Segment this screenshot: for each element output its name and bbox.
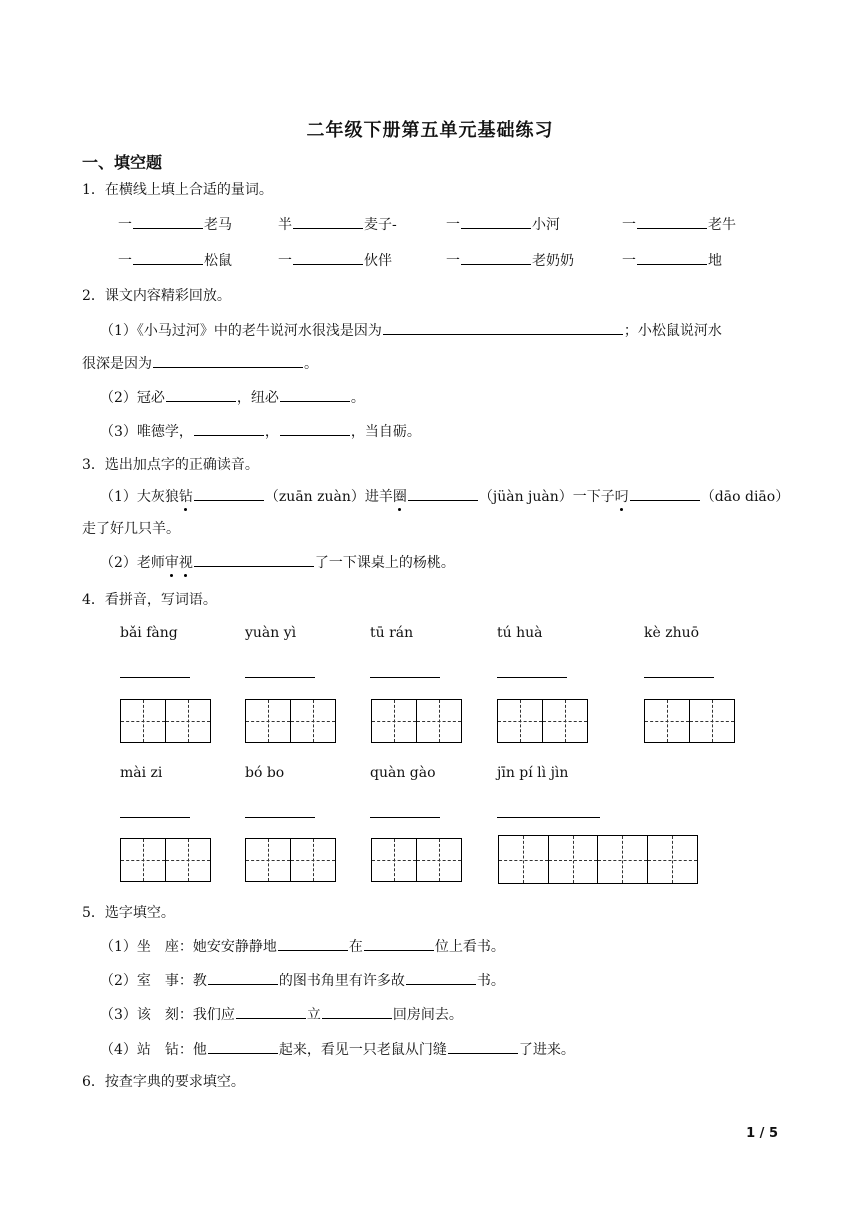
q5-prompt: 5．选字填空。 [82, 905, 175, 921]
answer-blank[interactable] [208, 970, 278, 985]
q1-row1-item1: 一 老马 [118, 214, 232, 235]
answer-blank[interactable] [461, 250, 531, 265]
answer-blank[interactable] [133, 214, 203, 229]
pinyin-label: tū rán [370, 625, 414, 641]
q1-row2-item1: 一 松鼠 [118, 250, 232, 271]
dotted-char: 审 [164, 555, 179, 571]
q3-sub1-line2: 走了好几只羊。 [82, 521, 180, 537]
answer-blank[interactable] [406, 970, 476, 985]
page-number: 1 / 5 [746, 1126, 778, 1141]
q1-row2-item3: 一 老奶奶 [446, 250, 574, 271]
writing-grid[interactable] [245, 838, 336, 882]
pinyin-underline [497, 677, 567, 678]
q5-item4: （4）站 钻：他 起来，看见一只老鼠从门缝 了进来。 [100, 1039, 575, 1060]
writing-grid[interactable] [120, 699, 211, 743]
answer-blank[interactable] [153, 353, 303, 368]
answer-blank[interactable] [194, 486, 264, 501]
answer-blank[interactable] [461, 214, 531, 229]
answer-blank[interactable] [637, 214, 707, 229]
answer-blank[interactable] [322, 1004, 392, 1019]
q3-sub2: （2）老师审视 了一下课桌上的杨桃。 [100, 552, 455, 573]
q5-item2: （2）室 事：教 的图书角里有许多故 书。 [100, 970, 505, 991]
writing-grid[interactable] [371, 838, 462, 882]
pinyin-underline [497, 817, 600, 818]
answer-blank[interactable] [630, 486, 700, 501]
q1-row2-item4: 一 地 [622, 250, 722, 271]
answer-blank[interactable] [408, 486, 478, 501]
dotted-char: 视 [178, 555, 193, 571]
answer-blank[interactable] [448, 1039, 518, 1054]
pinyin-underline [370, 677, 440, 678]
q1-prompt: 1．在横线上填上合适的量词。 [82, 182, 273, 198]
writing-grid[interactable] [498, 835, 698, 884]
pinyin-label: jīn pí lì jìn [497, 765, 569, 781]
q2-prompt: 2．课文内容精彩回放。 [82, 288, 231, 304]
answer-blank[interactable] [208, 1039, 278, 1054]
pinyin-label: quàn gào [370, 765, 436, 781]
q6-prompt: 6．按查字典的要求填空。 [82, 1074, 245, 1090]
q2-sub3: （3）唯德学， ， ，当自砺。 [100, 421, 421, 442]
writing-grid[interactable] [644, 699, 735, 743]
answer-blank[interactable] [194, 421, 264, 436]
writing-grid[interactable] [497, 699, 588, 743]
pinyin-underline [245, 817, 315, 818]
pinyin-label: kè zhuō [644, 625, 700, 641]
q2-sub1-line1: （1）《小马过河》中的老牛说河水很浅是因为 ；小松鼠说河水 [100, 320, 722, 341]
answer-blank[interactable] [637, 250, 707, 265]
pinyin-underline [370, 817, 440, 818]
answer-blank[interactable] [236, 1004, 306, 1019]
answer-blank[interactable] [280, 421, 350, 436]
pinyin-label: bó bo [245, 765, 285, 781]
q4-prompt: 4．看拼音，写词语。 [82, 592, 217, 608]
q2-sub1-line2: 很深是因为 。 [82, 353, 318, 374]
pinyin-label: tú huà [497, 625, 543, 641]
section-heading: 一、填空题 [82, 153, 163, 172]
answer-blank[interactable] [293, 214, 363, 229]
pinyin-label: yuàn yì [245, 625, 297, 641]
answer-blank[interactable] [278, 936, 348, 951]
pinyin-underline [245, 677, 315, 678]
answer-blank[interactable] [293, 250, 363, 265]
dotted-char: 圈 [392, 489, 407, 505]
pinyin-underline [120, 677, 190, 678]
pinyin-underline [644, 677, 714, 678]
q1-row1-item3: 一 小河 [446, 214, 560, 235]
pinyin-label: mài zi [120, 765, 163, 781]
answer-blank[interactable] [194, 552, 314, 567]
pinyin-label: bǎi fàng [120, 625, 178, 641]
answer-blank[interactable] [166, 387, 236, 402]
q1-row1-item2: 半 麦子- [278, 214, 397, 235]
q1-row1-item4: 一 老牛 [622, 214, 736, 235]
q3-sub1-line1: （1）大灰狼钻 （zuān zuàn）进羊圈 （jüàn juàn）一下子叼 （dāo diāo） [100, 486, 789, 507]
dotted-char: 叼 [614, 489, 629, 505]
answer-blank[interactable] [364, 936, 434, 951]
q3-prompt: 3．选出加点字的正确读音。 [82, 457, 259, 473]
pinyin-underline [120, 817, 190, 818]
q2-sub2: （2）冠必 ，纽必 。 [100, 387, 365, 408]
answer-blank[interactable] [133, 250, 203, 265]
answer-blank[interactable] [383, 320, 623, 335]
q5-item1: （1）坐 座：她安安静静地 在 位上看书。 [100, 936, 505, 957]
writing-grid[interactable] [245, 699, 336, 743]
q5-item3: （3）该 刻：我们应 立 回房间去。 [100, 1004, 463, 1025]
answer-blank[interactable] [280, 387, 350, 402]
q1-row2-item2: 一 伙伴 [278, 250, 392, 271]
writing-grid[interactable] [371, 699, 462, 743]
page-title: 二年级下册第五单元基础练习 [306, 120, 554, 141]
writing-grid[interactable] [120, 838, 211, 882]
dotted-char: 钻 [178, 489, 193, 505]
